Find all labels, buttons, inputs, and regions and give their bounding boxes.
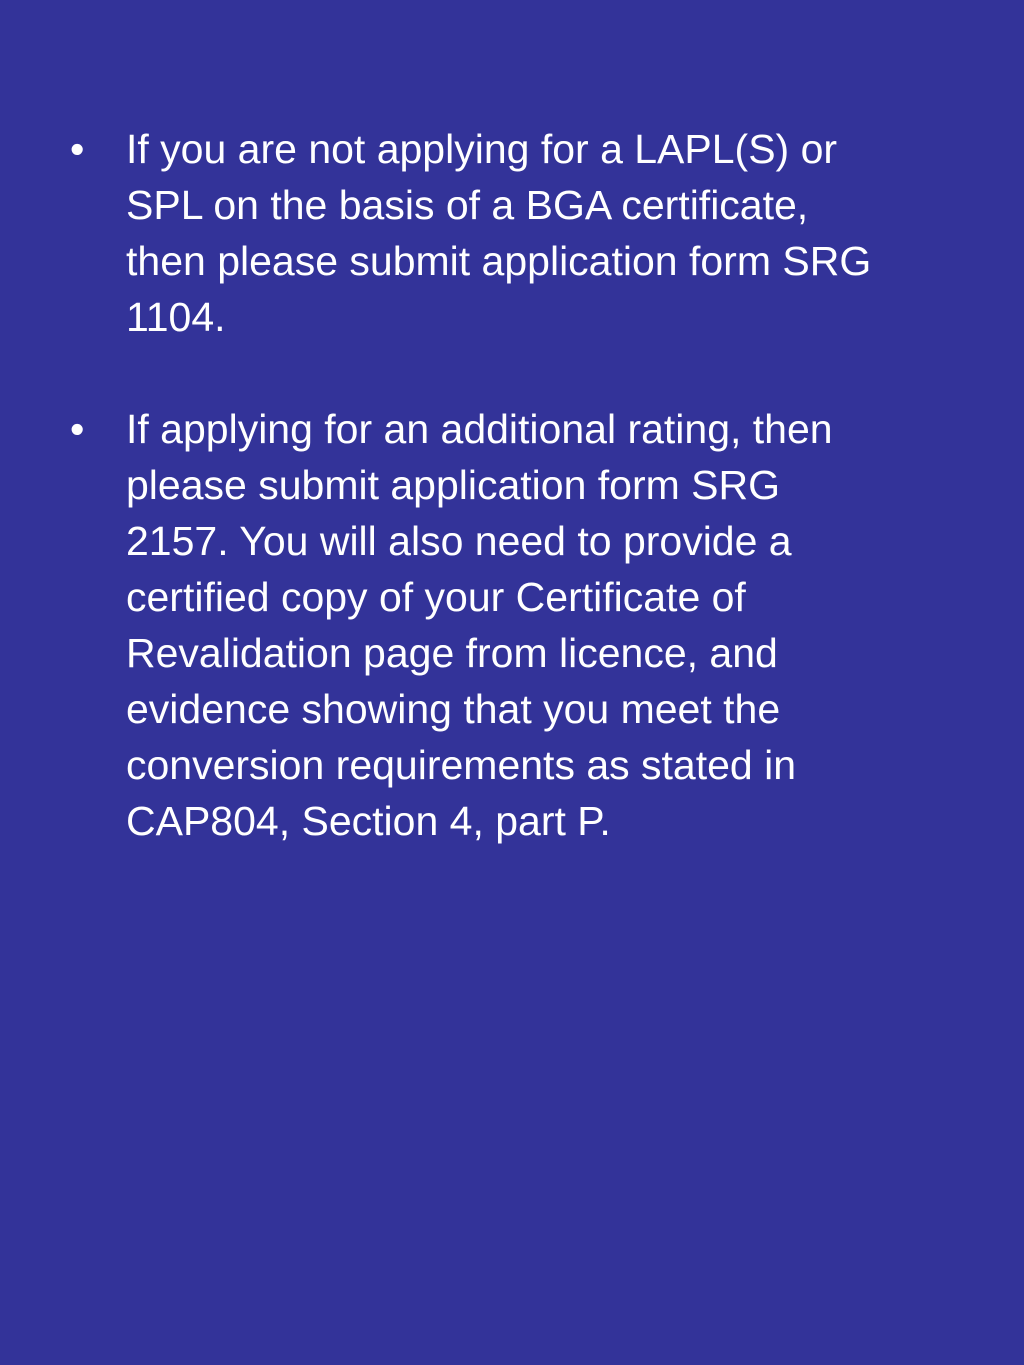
bullet-list xyxy=(70,121,970,905)
bullet-dot-icon: • xyxy=(70,126,85,172)
bullet-item-form-srg-2157 xyxy=(70,401,970,849)
bullet-text: If applying for an additional rating, then please submit application form SRG 2157. You will also need to provide a certified copy of your Certificate of Revalidation page from licence, and evidence showing that you meet the conversion requirements as stated in CAP804, Section 4, part P. xyxy=(126,406,833,844)
bullet-dot-icon: • xyxy=(70,406,85,452)
bullet-text: If you are not applying for a LAPL(S) or SPL on the basis of a BGA certificate, then please submit application form SRG 1104. xyxy=(126,126,872,340)
bullet-item-form-srg-1104 xyxy=(70,121,970,345)
